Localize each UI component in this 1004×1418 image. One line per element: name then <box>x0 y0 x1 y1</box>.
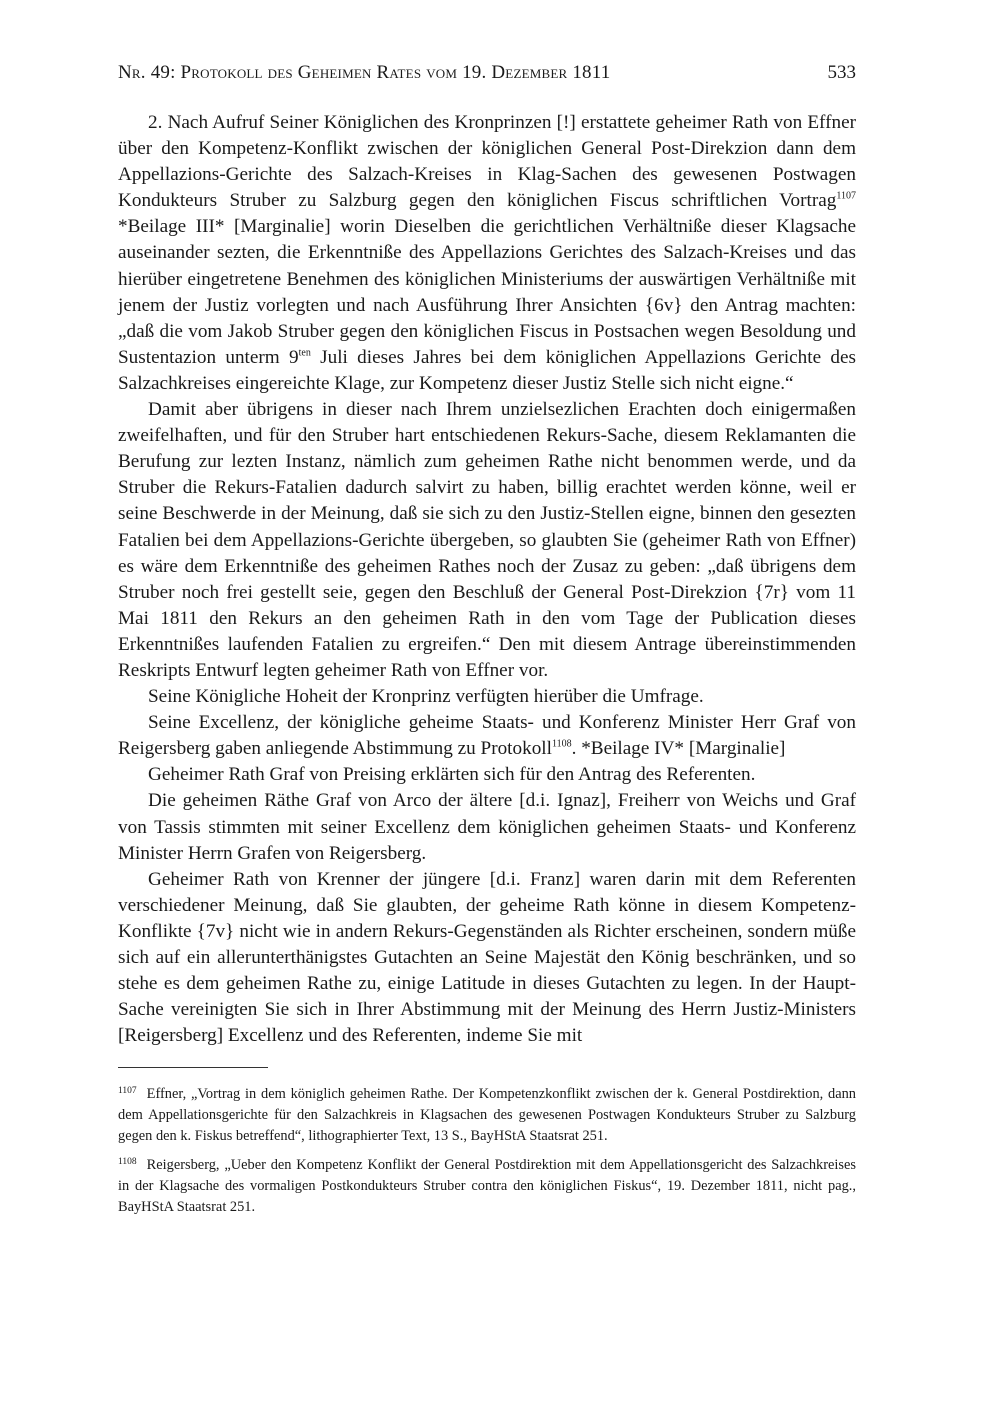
running-header <box>118 62 856 96</box>
footnote-reference-1108[interactable]: 1108 <box>551 738 572 750</box>
footnote-text: Reigersberg, „Ueber den Kompetenz Konflikt der General Postdirektion mit dem Appellationsgericht des Salzachkreises in der Klagsache des vormaligen Postkondukteurs Struber contra den königlichen Fiskus“, 19. Dezember 1811, nicht pag., BayHStA Staatsrat 251. <box>118 1157 856 1216</box>
page-number: 533 <box>827 62 856 83</box>
paragraph-5: Geheimer Rath Graf von Preising erklärten sich für den Antrag des Referenten. <box>148 764 756 786</box>
footnotes <box>118 1084 856 1218</box>
paragraph-6: Die geheimen Räthe Graf von Arco der ältere [d.i. Ignaz], Freiherr von Weichs und Graf von Tassis stimmten mit seiner Excellenz dem königlichen geheimen Staats- und Konferenz Minister Herrn Grafen von Reigersberg. <box>118 790 856 864</box>
footnote-1107 <box>118 1084 856 1147</box>
paragraph-3: Seine Königliche Hoheit der Kronprinz verfügten hierüber die Umfrage. <box>148 686 704 708</box>
document-page <box>118 62 856 1226</box>
superscript-ten: ten <box>298 347 311 359</box>
paragraph-1: 2. Nach Aufruf Seiner Königlichen des Kronprinzen [!] erstattete geheimer Rath von Effner über den Kompetenz-Konflikt zwischen der königlichen General Post-Direkzion dann dem Appellazions-Gerichte des Salzach-Kreises in Klag-Sachen des gewesenen Postwagen Kondukteurs Struber zu Salzburg gegen den königlichen Fiscus schriftlichen Vortrag$^{1107}$ *Beilage III* [Marginalie] worin Dieselben die gerichtlichen Verhältniße dieser Klagsache auseinander sezten, die Erkenntniße des Appellazions Gerichtes des Salzach-Kreises und das hierüber eingetretene Benehmen des königlichen Ministeriums der auswärtigen Verhältniße mit jenem der Justiz vorlegten und nach Ausführung Ihrer Ansichten {6v} den Antrag machten: „daß die vom Jakob Struber gegen den königlichen Fiscus in Postsachen wegen Besoldung und Sustentazion unterm 9$^{ten}$ Juli dieses Jahres bei dem königlichen Appellazions Gerichte des Salzachkreises eingereichte Klage, zur Kompetenz dieser Justiz Stelle sich nicht eigne.“ <box>118 112 857 394</box>
footnote-divider <box>118 1067 268 1068</box>
paragraph-2: Damit aber übrigens in dieser nach Ihrem unzielsezlichen Erachten doch einigermaßen zweifelhaften, und für den Struber hart entschiedenen Rekurs-Sache, diesem Reklamanten die Berufung zur lezten Instanz, nämlich zum geheimen Rathe nicht benommen werde, und da Struber die Rekurs-Fatalien dadurch salvirt zu haben, billig erachtet werden könne, weil er seine Beschwerde in der Meinung, daß sie sich zu den Justiz-Stellen eigne, binnen den gesezten Fatalien bei dem Appellazions-Gerichte übergeben, so glaubten Sie (geheimer Rath von Effner) es wäre dem Erkenntniße des geheimen Rathes noch der Zusaz zu geben: „daß übrigens dem Struber noch frei gestellt seie, gegen den Beschluß der General Post-Direkzion {7r} vom 11 Mai 1811 den Rekurs an den geheimen Rath in den vom Tage der Publication dieses Erkenntnißes laufenden Fatalien zu ergreifen.“ Den mit diesem Antrage übereinstimmenden Reskripts Entwurf legten geheimer Rath von Effner vor. <box>118 399 856 681</box>
footnote-number: 1107 <box>118 1085 137 1096</box>
running-title: Nr. 49: Protokoll des Geheimen Rates vom 19. Dezember 1811 <box>118 62 611 83</box>
paragraph-4: Seine Excellenz, der königliche geheime Staats- und Konferenz Minister Herr Graf von Reigersberg gaben anliegende Abstimmung zu Protokoll$^{1108}$. *Beilage IV* [Marginalie] <box>118 712 856 760</box>
footnote-1108 <box>118 1155 856 1218</box>
body-text <box>118 110 856 1049</box>
footnote-text: Effner, „Vortrag in dem königlich geheimen Rathe. Der Kompetenzkonflikt zwischen der k. General Postdirektion, dann dem Appellationsgerichte für den Salzachkreis in Klagsachen des gewesenen Postwagen Kondukteurs Struber zu Salzburg gegen den k. Fiskus betreffend“, lithographierter Text, 13 S., BayHStA Staatsrat 251. <box>118 1086 856 1145</box>
paragraph-7: Geheimer Rath von Krenner der jüngere [d.i. Franz] waren darin mit dem Referenten verschiedener Meinung, daß Sie glaubten, der geheime Rath könne in diesem Kompetenz-Konflikte {7v} nicht wie in andern Rekurs-Gegenständen als Richter erscheinen, sondern müße sich auf ein allerunterthänigstes Gutachten an Seine Majestät den König beschränken, und so stehe es dem geheimen Rathe zu, einige Latitude in dieses Gutachten zu legen. In der Haupt-Sache vereinigten Sie sich in Ihrer Abstimmung mit der Meinung des Herrn Justiz-Ministers [Reigersberg] Excellenz und des Referenten, indeme Sie mit <box>118 868 856 1047</box>
footnote-reference-1107[interactable]: 1107 <box>836 190 856 202</box>
footnote-number: 1108 <box>118 1156 137 1167</box>
